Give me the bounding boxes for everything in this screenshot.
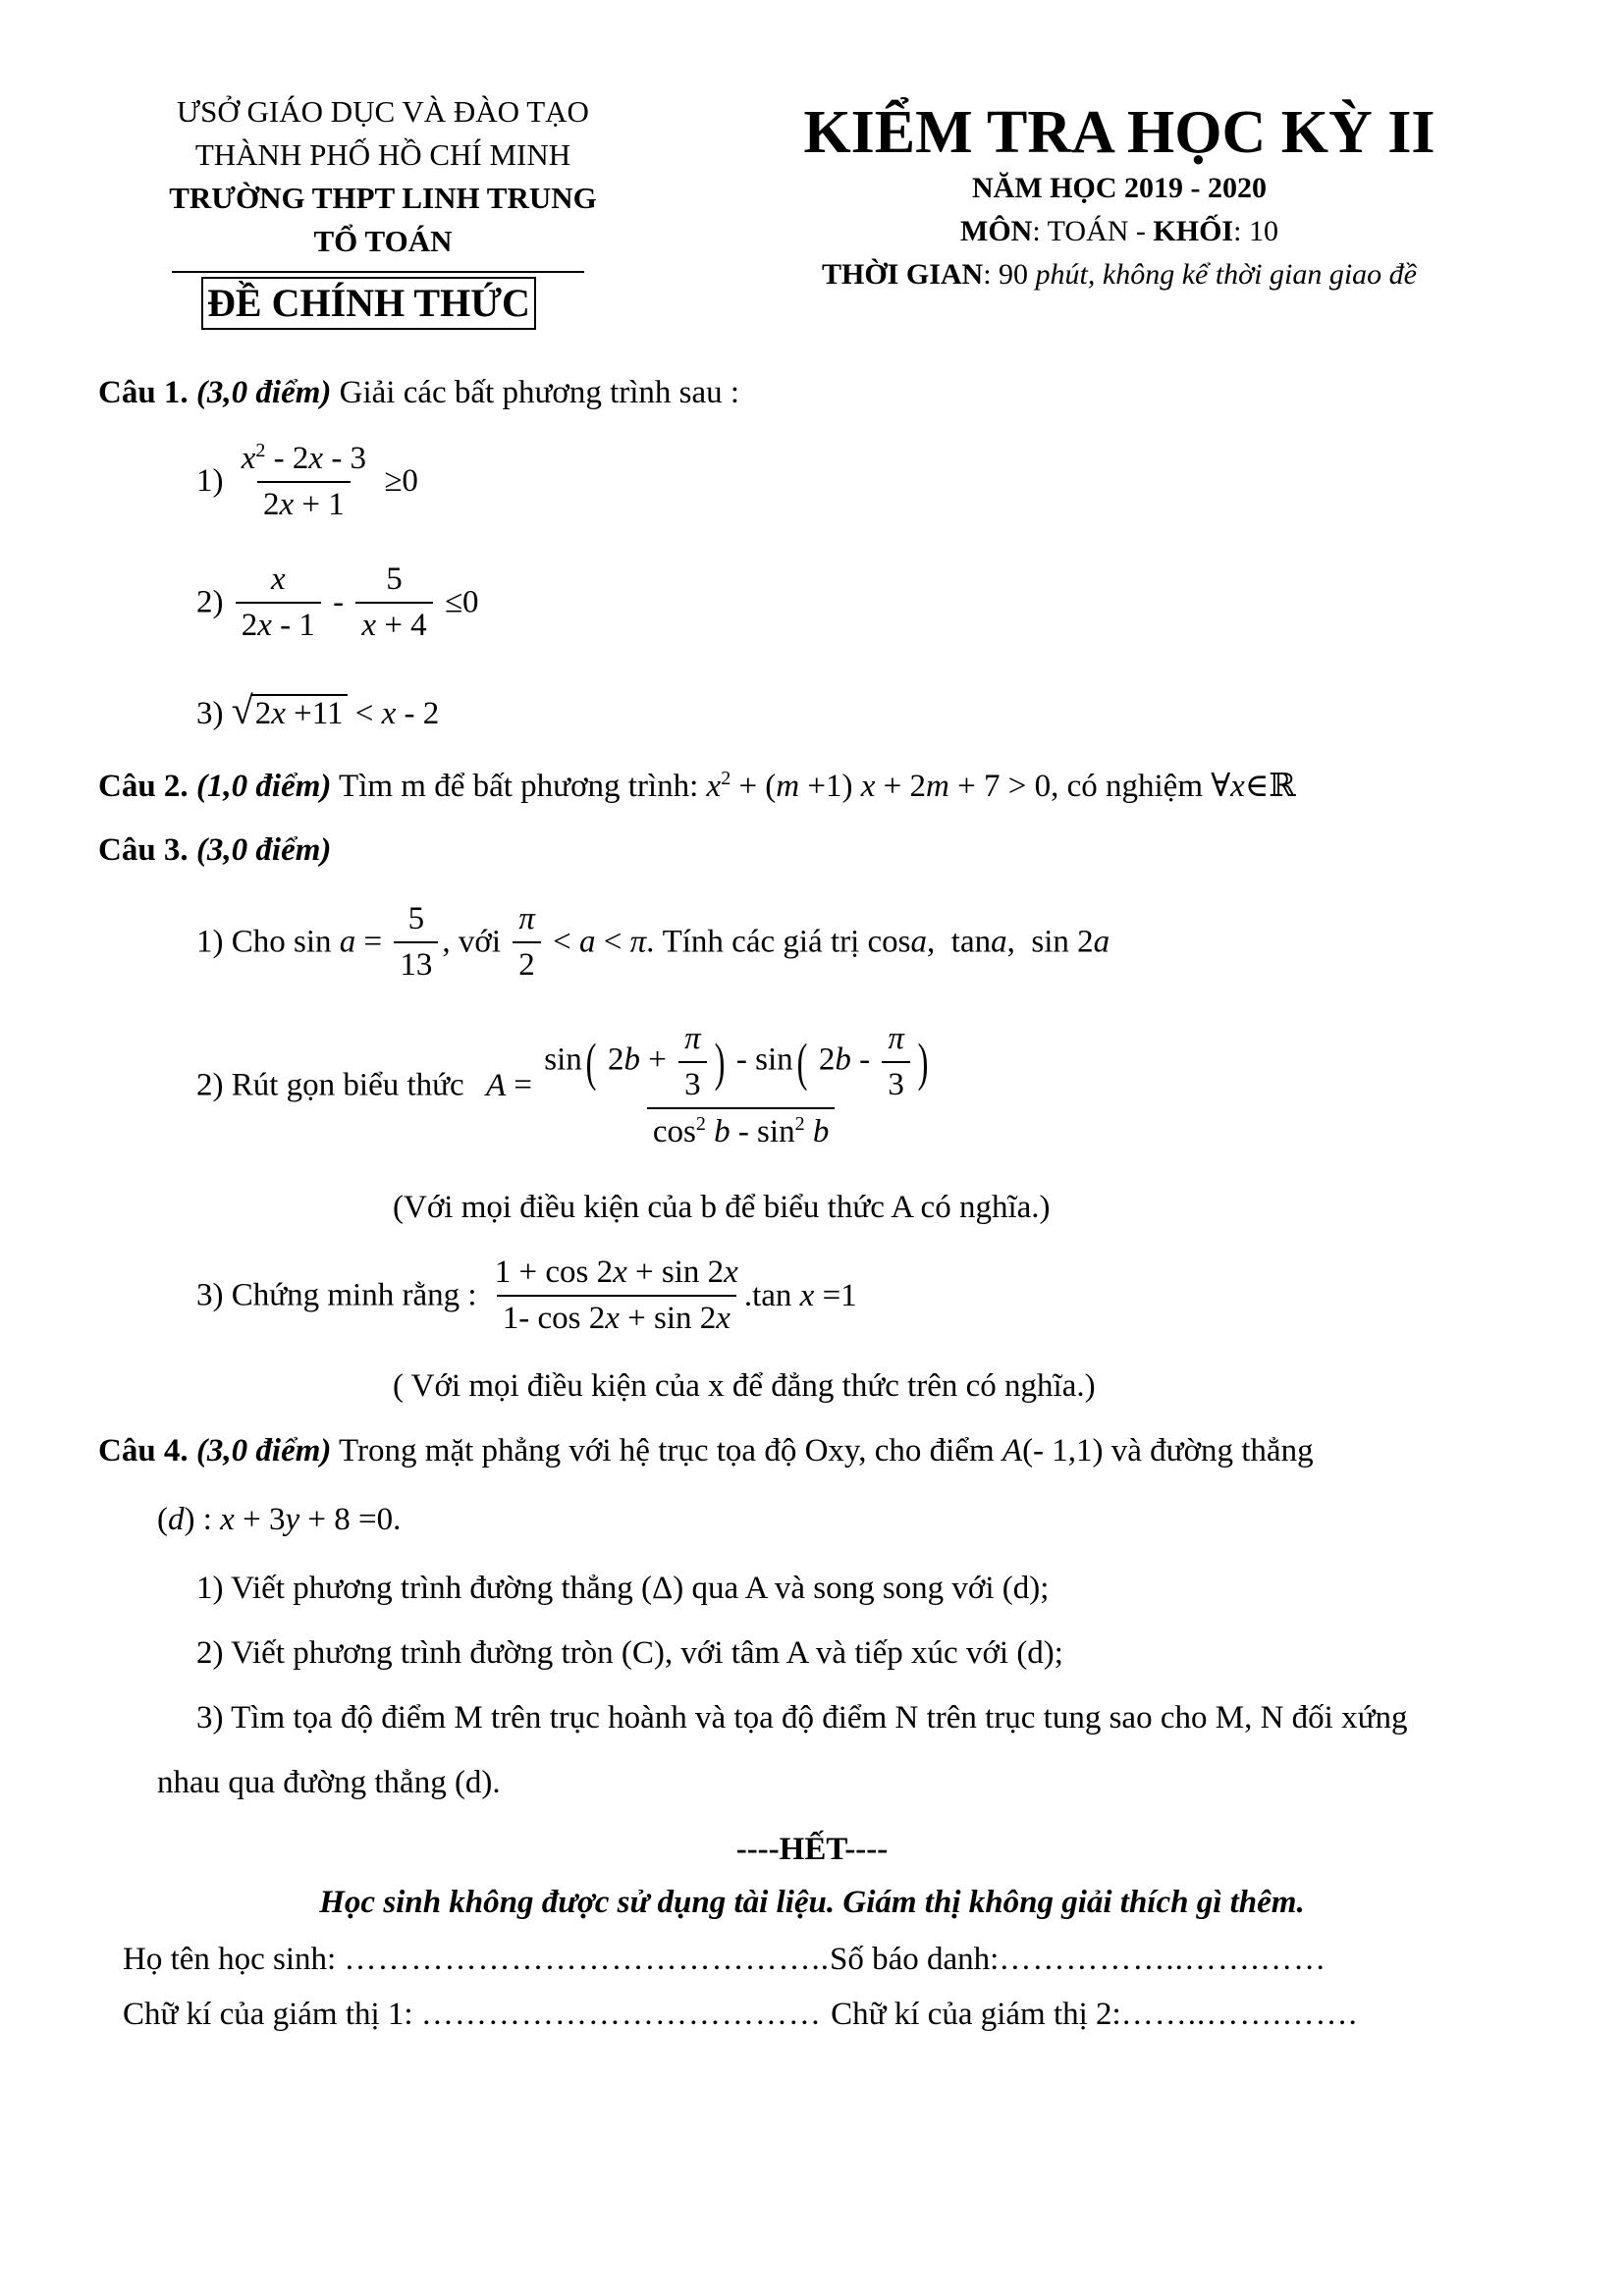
fraction: $\frac{x^2 - 2x - 3}{2x + 1}$ [241,440,367,522]
proctor1-label: Chữ kí của giám thị 1: [123,1997,421,2032]
q3-p1-pre: 1) Cho [196,924,294,960]
q1-text: Giải các bất phương trình sau : [331,375,740,410]
proctor1-field: ……………………………… [420,1997,832,2032]
subject-line [746,210,1492,253]
fraction: $\frac{\pi}{2}$ [513,901,541,984]
q3-p2-pre: 2) Rút gọn biểu thức [196,1067,464,1103]
student-name-field: …………………………………….. [344,1942,830,1977]
student-id-field: ……………..…….…… [999,1942,1327,1977]
fraction: $\frac{x}{2x - 1}$ [236,561,321,644]
q2 [98,766,1296,805]
q4-item-1 [196,1571,1049,1607]
q4-text-tail: và đường thẳng [1103,1433,1314,1468]
q3-p1-with: , với [442,924,510,960]
grade-value: : 10 [1233,215,1278,247]
proctor2-field: ……..…….……. [1120,1997,1358,2032]
q4-item-3: 3) Tìm tọa độ điểm M trên trục hoành và tọa độ điểm N trên trục tung sao cho M, N đối xứng [196,1700,1408,1735]
q3-item-2: 2) Rút gọn biểu thức A = sin( 2b + $\frac{\pi}{3}$ ) - sin( 2b - $\frac{\pi}{3}$ ) $\cos^2 b - \sin^2 b$ [196,1021,942,1150]
student-id-label: Số báo danh: [829,1942,1000,1977]
ministry-line-1: ƯSỞ GIÁO DỤC VÀ ĐÀO TẠO [177,94,589,129]
q4-text: Trong mặt phẳng với hệ trục tọa độ Oxy, cho điểm [331,1433,1002,1468]
time-note: phút, không kể thời gian giao đề [1035,258,1417,291]
department-name: TỔ TOÁN [313,224,453,258]
subject-label: MÔN [960,215,1033,247]
q3-points: (3,0 điểm) [195,832,332,868]
q1-label: Câu 1. [98,375,189,410]
student-info-line [123,1942,1326,1978]
q3-p1-post: . Tính các giá trị [646,924,868,960]
q3-heading [98,832,331,869]
q1-item-2: 2) $\frac{x}{2x - 1}$ - $\frac{5}{x + 4}$ ≤0 [196,561,479,643]
q3-p3-note: ( Với mọi điều kiện của x để đẳng thức trên có nghĩa.) [393,1368,1096,1404]
q4-heading [98,1433,1314,1469]
header-left [118,90,648,263]
subject-value: : TOÁN - [1032,215,1154,247]
q2-text: Tìm m để bất phương trình: [331,769,707,804]
time-line [746,253,1492,296]
q1-heading [98,375,739,411]
end-marker: ----HẾT---- [735,1832,889,1867]
grade-label: KHỐI [1153,215,1234,247]
q3-item-1: 1) Cho sin a = $\frac{5}{13}$ , với $\frac{\pi}{2}$ < a < π. Tính các giá trị cosa, tana, sin 2a [196,901,1110,983]
ministry-line-2: THÀNH PHỐ HỒ CHÍ MINH [194,137,571,172]
exam-title: KIỂM TRA HỌC KỲ II [803,99,1435,166]
header-divider [172,271,584,273]
fraction: $\frac{5}{13}$ [394,901,438,984]
q4-i1-text: 1) Viết phương trình đường thẳng [196,1571,642,1606]
q4-item-3-cont: nhau qua đường thẳng (d). [157,1765,501,1800]
school-name: TRƯỜNG THPT LINH TRUNG [169,181,597,215]
delta-symbol: (Δ) [641,1571,684,1606]
point-a: A(- 1,1) [1001,1433,1104,1468]
q4-i1-tail: qua A và song song với (d); [683,1571,1050,1606]
student-name-label: Họ tên học sinh: [123,1942,345,1977]
header-right [746,98,1492,296]
q1-item-1: 1) $\frac{x^2 - 2x - 3}{2x + 1}$ ≥0 [196,440,418,522]
q3-item-3: 3) Chứng minh rằng : $\frac{1 + \cos 2x + \sin 2x}{1- \cos 2x + \sin 2x}$ .tan x =1 [196,1255,857,1336]
q3-p2-note: (Với mọi điều kiện của b để biểu thức A có nghĩa.) [393,1190,1051,1225]
q1-item-3: 3) √2x +11 < x - 2 [196,688,440,732]
q2-inequality: $x^2 + (m +1) x + 2m + 7 > 0$ [706,768,1052,804]
q4-item-2: 2) Viết phương trình đường tròn (C), với tâm A và tiếp xúc với (d); [196,1635,1063,1671]
q4-points: (3,0 điểm) [195,1433,332,1468]
exam-rules-note: Học sinh không được sử dụng tài liệu. Giám thị không giải thích gì thêm. [319,1885,1305,1920]
fraction: $\frac{5}{x + 4}$ [355,561,432,644]
q3-label: Câu 3. [98,832,189,868]
q2-points: (1,0 điểm) [195,769,332,804]
fraction: sin( 2b + $\frac{\pi}{3}$ ) - sin( 2b - $\frac{\pi}{3}$ ) $\cos^2 b - \sin^2 b$ [544,1021,929,1149]
q2-domain: ∀x∈ℝ [1211,769,1296,804]
signature-line [123,1997,1358,2033]
fraction: $\frac{1 + \cos 2x + \sin 2x}{1- \cos 2x + \sin 2x}$ [494,1255,738,1336]
q1-points: (3,0 điểm) [195,375,332,410]
school-year: NĂM HỌC 2019 - 2020 [972,172,1267,204]
q2-label: Câu 2. [98,769,189,804]
proctor2-label: Chữ kí của giám thị 2: [831,1997,1121,2032]
q4-label: Câu 4. [98,1433,189,1468]
q3-p3-pre: 3) Chứng minh rằng : [196,1277,485,1313]
q2-tail: , có nghiệm [1051,769,1212,804]
time-label: THỜI GIAN [822,258,984,291]
line-d-equation: (d) : x + 3y + 8 =0. [157,1502,402,1537]
official-badge: ĐỀ CHÍNH THỨC [201,277,536,330]
time-value: : 90 [983,258,1036,291]
